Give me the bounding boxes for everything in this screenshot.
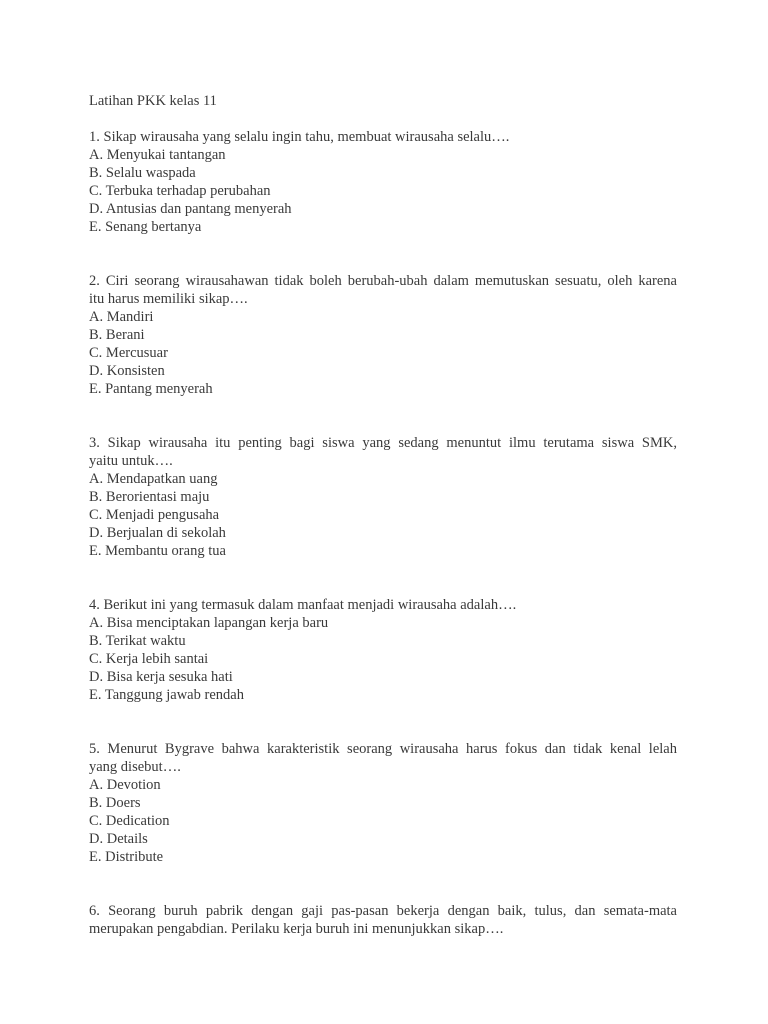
option-c: C. Kerja lebih santai <box>89 651 209 667</box>
question-3 <box>89 434 677 560</box>
spacer <box>89 704 677 740</box>
option-a: A. Devotion <box>89 777 161 793</box>
option-c: C. Menjadi pengusaha <box>89 507 220 523</box>
option-c: C. Dedication <box>89 813 170 829</box>
option-c: C. Terbuka terhadap perubahan <box>89 183 271 199</box>
question-2 <box>89 272 677 398</box>
question-1 <box>89 128 677 236</box>
question-text-line-2: yang disebut…. <box>89 759 181 775</box>
option-a: A. Mendapatkan uang <box>89 471 218 487</box>
option-e: E. Pantang menyerah <box>89 381 213 397</box>
document-page <box>89 92 677 938</box>
question-text-line-2: yaitu untuk…. <box>89 453 173 469</box>
spacer <box>89 236 677 272</box>
question-5 <box>89 740 677 866</box>
option-e: E. Membantu orang tua <box>89 543 226 559</box>
option-b: B. Berorientasi maju <box>89 489 210 505</box>
question-6 <box>89 902 677 938</box>
question-text-line-1: 6. Seorang buruh pabrik dengan gaji pas-pasan bekerja dengan baik, tulus, dan semata-mata <box>89 903 677 919</box>
option-d: D. Bisa kerja sesuka hati <box>89 669 233 685</box>
spacer <box>89 398 677 434</box>
question-text-line-2: merupakan pengabdian. Perilaku kerja buruh ini menunjukkan sikap…. <box>89 921 504 937</box>
option-c: C. Mercusuar <box>89 345 168 361</box>
option-b: B. Doers <box>89 795 141 811</box>
question-text-line-2: itu harus memiliki sikap…. <box>89 291 248 307</box>
question-text: 1. Sikap wirausaha yang selalu ingin tahu, membuat wirausaha selalu…. <box>89 129 510 145</box>
question-text-line-1: 5. Menurut Bygrave bahwa karakteristik seorang wirausaha harus fokus dan tidak kenal lelah <box>89 741 677 757</box>
option-a: A. Menyukai tantangan <box>89 147 226 163</box>
option-a: A. Bisa menciptakan lapangan kerja baru <box>89 615 329 631</box>
option-d: D. Details <box>89 831 148 847</box>
option-e: E. Distribute <box>89 849 164 865</box>
option-e: E. Tanggung jawab rendah <box>89 687 244 703</box>
option-b: B. Berani <box>89 327 145 343</box>
question-text: 4. Berikut ini yang termasuk dalam manfaat menjadi wirausaha adalah…. <box>89 597 517 613</box>
question-text-line-1: 3. Sikap wirausaha itu penting bagi siswa yang sedang menuntut ilmu terutama siswa SMK, <box>89 435 677 451</box>
option-a: A. Mandiri <box>89 309 154 325</box>
document-title: Latihan PKK kelas 11 <box>89 93 217 109</box>
option-b: B. Terikat waktu <box>89 633 186 649</box>
question-4 <box>89 596 677 704</box>
option-e: E. Senang bertanya <box>89 219 202 235</box>
question-text-line-1: 2. Ciri seorang wirausahawan tidak boleh berubah-ubah dalam memutuskan sesuatu, oleh karena <box>89 273 677 289</box>
spacer <box>89 560 677 596</box>
option-d: D. Antusias dan pantang menyerah <box>89 201 292 217</box>
option-d: D. Berjualan di sekolah <box>89 525 226 541</box>
spacer <box>89 866 677 902</box>
option-d: D. Konsisten <box>89 363 165 379</box>
option-b: B. Selalu waspada <box>89 165 196 181</box>
